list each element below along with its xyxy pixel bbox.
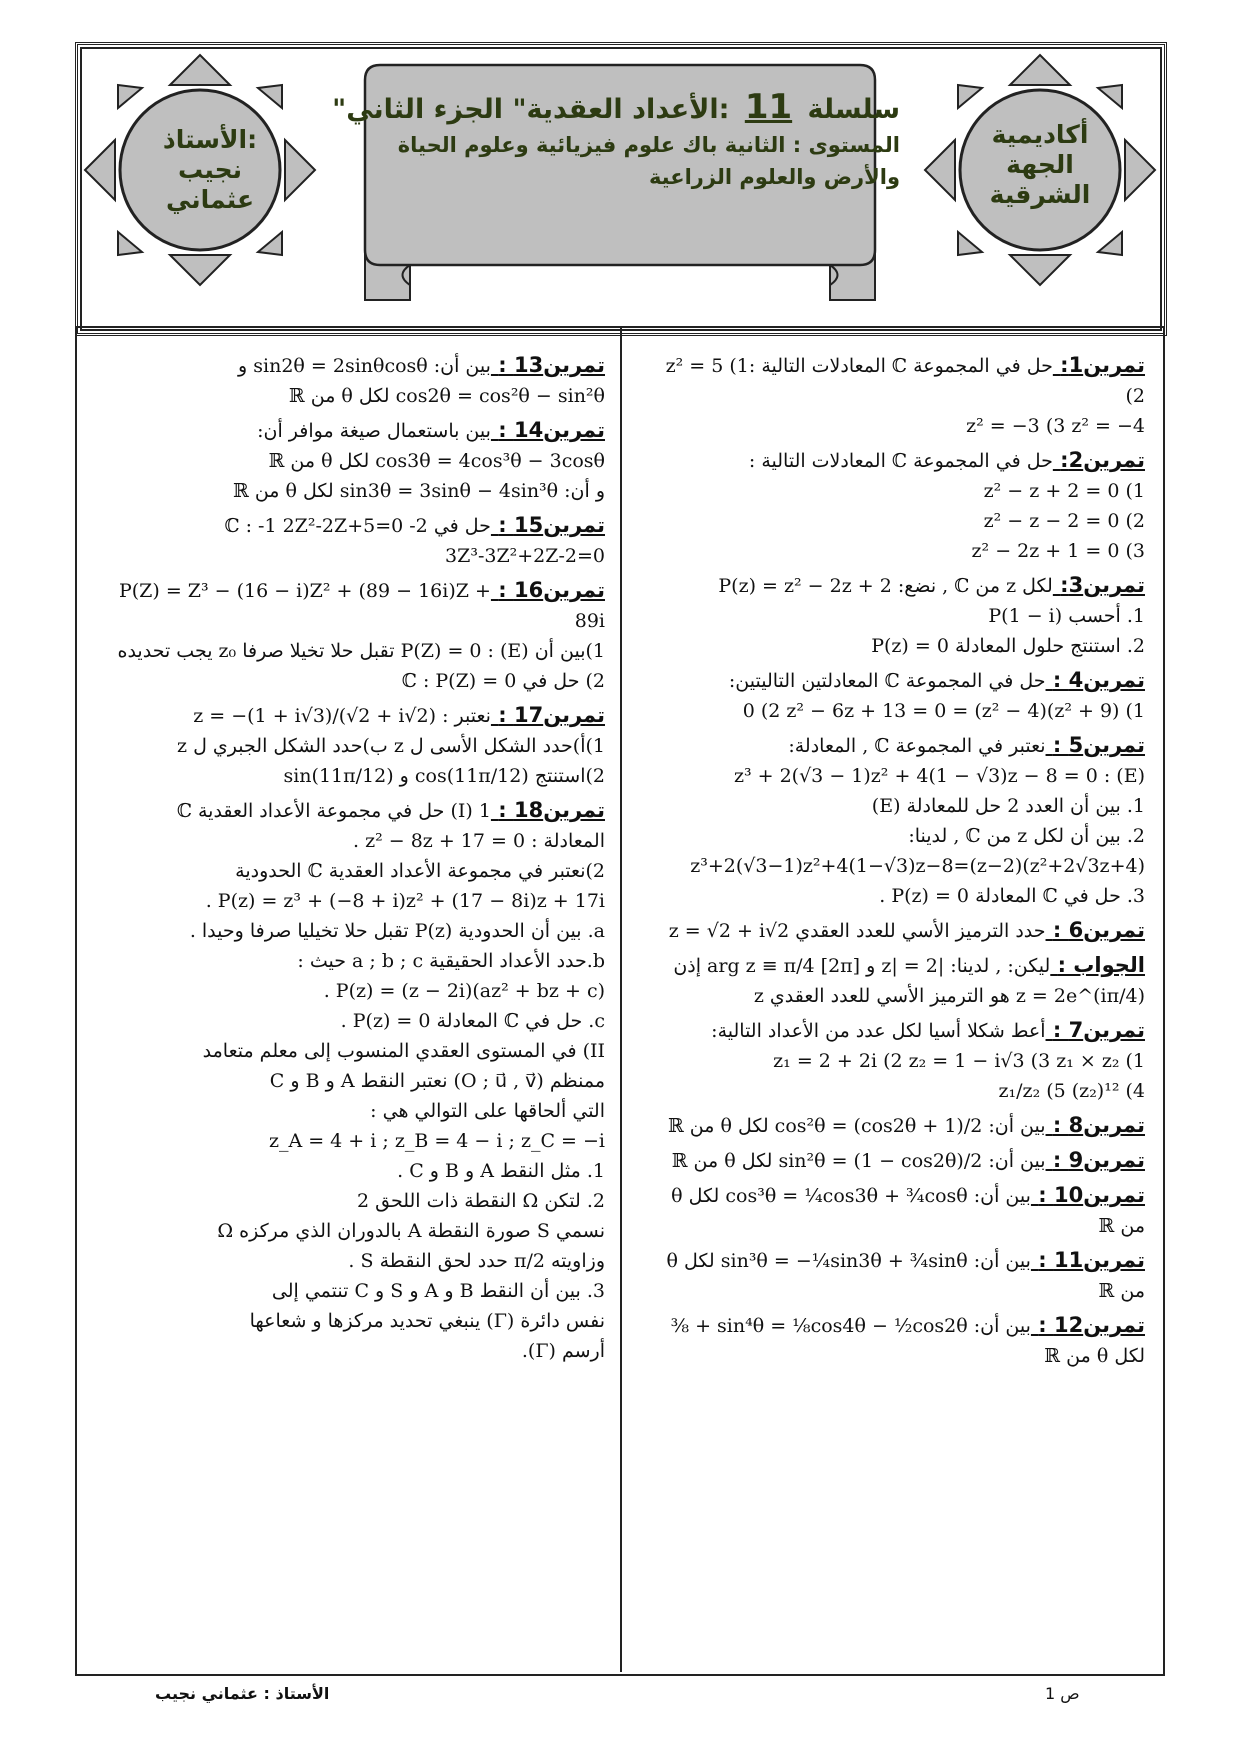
exercise-line bbox=[100, 1126, 605, 1156]
exercise-line bbox=[100, 1006, 605, 1036]
exercise-block bbox=[650, 350, 1145, 441]
exercise-line bbox=[100, 886, 605, 916]
exercise-text: ليكن: , لدينا: |z| = 2 و arg z ≡ π/4 [2π] إذن bbox=[673, 955, 1051, 977]
exercise-text: 1) z² − z + 2 = 0 bbox=[983, 480, 1145, 502]
exercise-text: I) 1) حل في مجموعة الأعداد العقدية ℂ bbox=[176, 800, 491, 822]
exercise-block bbox=[650, 1310, 1145, 1371]
exercise-text: b.حدد الأعداد الحقيقية a ; b ; c حيث : bbox=[297, 950, 605, 972]
teacher-first-name: نجيب bbox=[177, 155, 243, 184]
exercise-line bbox=[650, 411, 1145, 441]
academy-line-1: أكاديمية bbox=[991, 120, 1089, 149]
exercise-title: تمرين18 : bbox=[498, 798, 605, 822]
exercise-line bbox=[100, 541, 605, 571]
exercise-text: 2)نعتبر في مجموعة الأعداد العقدية ℂ الحدودية bbox=[235, 860, 605, 882]
exercise-text: التي ألحاقها على التوالي هي : bbox=[370, 1100, 605, 1122]
exercise-text: 2) حل في ℂ : P(Z) = 0 bbox=[401, 670, 605, 692]
exercise-text: حل في ℂ : -1 2Z²-2Z+5=0 -2 bbox=[224, 515, 491, 537]
exercise-line bbox=[650, 730, 1145, 761]
exercise-text: c. حل في ℂ المعادلة P(z) = 0 . bbox=[340, 1010, 605, 1032]
exercise-block bbox=[650, 915, 1145, 946]
exercise-block bbox=[650, 1180, 1145, 1241]
exercise-line bbox=[100, 666, 605, 696]
exercise-title: تمرين13 : bbox=[498, 353, 605, 377]
exercise-text: z³+2(√3−1)z²+4(1−√3)z−8=(z−2)(z²+2√3z+4) bbox=[690, 855, 1145, 877]
left-column bbox=[100, 350, 605, 1370]
exercise-text: 2) z² − z − 2 = 0 bbox=[983, 510, 1145, 532]
exercise-line bbox=[650, 1046, 1145, 1076]
exercise-line bbox=[100, 1096, 605, 1126]
exercise-line bbox=[650, 350, 1145, 411]
exercise-text: II) في المستوى العقدي المنسوب إلى معلم متعامد bbox=[202, 1040, 605, 1062]
level-line-1: المستوى : الثانية باك علوم فيزيائية وعلوم الحياة bbox=[397, 133, 900, 157]
exercise-text: 3) z² − 2z + 1 = 0 bbox=[971, 540, 1145, 562]
exercise-line bbox=[100, 1336, 605, 1366]
exercise-text: z = 2e^(iπ/4) هو الترميز الأسي للعدد العقدي z bbox=[753, 985, 1145, 1007]
exercise-text: أعط شكلا أسيا لكل عدد من الأعداد التالية: bbox=[711, 1020, 1046, 1042]
level-text bbox=[380, 129, 900, 193]
column-divider bbox=[620, 326, 622, 1672]
exercise-line bbox=[650, 696, 1145, 726]
exercise-line bbox=[650, 981, 1145, 1011]
exercise-line bbox=[650, 445, 1145, 476]
exercise-text: لكل θ من ℝ bbox=[1044, 1345, 1145, 1367]
exercise-title: تمرين14 : bbox=[498, 418, 605, 442]
exercise-block bbox=[650, 665, 1145, 726]
exercise-text: وزاويته π/2 حدد لحق النقطة S . bbox=[348, 1250, 605, 1272]
exercise-line bbox=[100, 350, 605, 381]
exercise-title: تمرين4 : bbox=[1052, 668, 1145, 692]
exercise-block bbox=[650, 570, 1145, 661]
exercise-title: تمرين7 : bbox=[1052, 1018, 1145, 1042]
exercise-title: تمرين5 : bbox=[1052, 733, 1145, 757]
exercise-line bbox=[100, 476, 605, 506]
exercise-text: المعادلة : z² − 8z + 17 = 0 . bbox=[352, 830, 605, 852]
exercise-title: تمرين11 : bbox=[1038, 1248, 1145, 1272]
exercise-text: بين أن: cos²θ = (cos2θ + 1)/2 لكل θ من ℝ bbox=[667, 1115, 1046, 1137]
exercise-line bbox=[100, 1216, 605, 1246]
exercise-line bbox=[100, 826, 605, 856]
exercise-title: تمرين10 : bbox=[1038, 1183, 1145, 1207]
exercise-text: حل في المجموعة ℂ المعادلات التالية : bbox=[748, 450, 1053, 472]
exercise-line bbox=[100, 1306, 605, 1336]
exercise-block bbox=[650, 445, 1145, 566]
exercise-line bbox=[650, 1245, 1145, 1306]
exercise-text: 1)أ)حدد الشكل الأسى ل z ب)حدد الشكل الجبري ل z bbox=[177, 735, 605, 757]
exercise-text: z_A = 4 + i ; z_B = 4 − i ; z_C = −i bbox=[268, 1130, 605, 1152]
teacher-last-name: عثماني bbox=[165, 185, 255, 214]
exercise-line bbox=[100, 1246, 605, 1276]
exercise-block bbox=[650, 1145, 1145, 1176]
exercise-line bbox=[650, 601, 1145, 631]
exercise-line bbox=[650, 821, 1145, 851]
exercise-text: 3. بين أن النقط B و A و S و C تنتمي إلى bbox=[271, 1280, 605, 1302]
exercise-block bbox=[100, 700, 605, 791]
exercise-title: تمرين6 : bbox=[1052, 918, 1145, 942]
exercise-line bbox=[650, 761, 1145, 791]
exercise-title: الجواب : bbox=[1057, 953, 1145, 977]
exercise-text: بين أن: sin⁴θ = ⅛cos4θ − ½cos2θ + ⅜ bbox=[670, 1315, 1031, 1337]
title-block bbox=[332, 87, 900, 193]
exercise-line bbox=[100, 976, 605, 1006]
exercise-line bbox=[100, 1186, 605, 1216]
exercise-line bbox=[650, 1341, 1145, 1371]
exercise-line bbox=[650, 1076, 1145, 1106]
exercise-line bbox=[650, 1180, 1145, 1241]
exercise-text: و أن: sin3θ = 3sinθ − 4sin³θ لكل θ من ℝ bbox=[232, 480, 605, 502]
exercise-line bbox=[100, 636, 605, 666]
exercise-line bbox=[100, 1276, 605, 1306]
exercise-title: تمرين9 : bbox=[1052, 1148, 1145, 1172]
exercise-text: نفس دائرة (Γ) ينبغي تحديد مركزها و شعاعها bbox=[249, 1310, 605, 1332]
exercise-line bbox=[100, 415, 605, 446]
exercise-block bbox=[650, 1110, 1145, 1141]
exercise-title: تمرين2: bbox=[1060, 448, 1145, 472]
exercise-line bbox=[100, 916, 605, 946]
exercise-line bbox=[650, 950, 1145, 981]
exercise-block bbox=[100, 350, 605, 411]
exercise-block bbox=[100, 510, 605, 571]
exercise-line bbox=[650, 915, 1145, 946]
exercise-text: 3Z³-3Z²+2Z-2=0 bbox=[445, 545, 605, 567]
series-title bbox=[332, 87, 900, 129]
exercise-text: نعتبر في المجموعة ℂ , المعادلة: bbox=[788, 735, 1046, 757]
exercise-block bbox=[100, 415, 605, 506]
right-column bbox=[650, 350, 1145, 1375]
exercise-line bbox=[650, 881, 1145, 911]
exercise-block bbox=[650, 950, 1145, 1011]
title-prefix: سلسلة bbox=[807, 94, 900, 125]
exercise-text: أرسم (Γ). bbox=[521, 1340, 605, 1362]
exercise-title: تمرين8 : bbox=[1052, 1113, 1145, 1137]
exercise-text: 2. بين أن لكل z من ℂ , لدينا: bbox=[908, 825, 1145, 847]
academy-line-3: الشرقية bbox=[989, 180, 1091, 209]
exercise-text: ممنظم (O ; u⃗ , v⃗) نعتبر النقط A و B و C bbox=[269, 1070, 605, 1092]
exercise-text: 1) (z² + 9)(z² − 4) = 0 (2 z² − 6z + 13 = 0 bbox=[742, 700, 1145, 722]
exercise-line bbox=[100, 1036, 605, 1066]
exercise-title: تمرين17 : bbox=[498, 703, 605, 727]
exercise-line bbox=[650, 1015, 1145, 1046]
exercise-line bbox=[100, 1156, 605, 1186]
exercise-line bbox=[650, 1110, 1145, 1141]
exercise-block bbox=[650, 1015, 1145, 1106]
exercise-line bbox=[650, 1310, 1145, 1341]
footer-page-number: ص 1 bbox=[1045, 1684, 1080, 1703]
exercise-block bbox=[650, 730, 1145, 911]
exercise-text: 1) z₁ = 2 + 2i (2 z₂ = 1 − i√3 (3 z₁ × z₂ bbox=[773, 1050, 1145, 1072]
exercise-line bbox=[650, 631, 1145, 661]
exercise-text: cos3θ = 4cos³θ − 3cosθ لكل θ من ℝ bbox=[268, 450, 605, 472]
exercise-text: 1. مثل النقط A و B و C . bbox=[397, 1160, 605, 1182]
exercise-line bbox=[100, 856, 605, 886]
exercise-line bbox=[650, 1145, 1145, 1176]
exercise-line bbox=[100, 795, 605, 826]
exercise-text: حدد الترميز الأسي للعدد العقدي z = √2 + i√2 bbox=[668, 920, 1046, 942]
exercise-line bbox=[100, 446, 605, 476]
exercise-text: 1. أحسب P(1 − i) bbox=[988, 605, 1145, 627]
exercise-text: بين أن: sin2θ = 2sinθcosθ و bbox=[238, 355, 491, 377]
exercise-text: (E) : z³ + 2(√3 − 1)z² + 4(1 − √3)z − 8 = 0 bbox=[733, 765, 1145, 787]
exercise-text: P(Z) = Z³ − (16 − i)Z² + (89 − 16i)Z + 89i bbox=[118, 580, 605, 632]
exercise-line bbox=[100, 381, 605, 411]
exercise-text: نسمي S صورة النقطة A بالدوران الذي مركزه Ω bbox=[217, 1220, 605, 1242]
exercise-text: cos2θ = cos²θ − sin²θ لكل θ من ℝ bbox=[288, 385, 605, 407]
level-line-2: والأرض والعلوم الزراعية bbox=[648, 165, 900, 189]
exercise-line bbox=[650, 851, 1145, 881]
exercise-text: 3. حل في ℂ المعادلة P(z) = 0 . bbox=[879, 885, 1145, 907]
exercise-line bbox=[650, 476, 1145, 506]
exercise-text: بين أن: cos³θ = ¼cos3θ + ¾cosθ لكل θ من ℝ bbox=[671, 1185, 1145, 1237]
exercise-line bbox=[650, 665, 1145, 696]
exercise-text: لكل z من ℂ , نضع: P(z) = z² − 2z + 2 bbox=[718, 575, 1053, 597]
exercise-block bbox=[650, 1245, 1145, 1306]
exercise-line bbox=[650, 506, 1145, 536]
exercise-text: 1)بين أن (E) : P(Z) = 0 تقبل حلا تخيلا صرفا z₀ يجب تحديده bbox=[117, 640, 605, 662]
teacher-label: الأستاذ: bbox=[162, 125, 258, 154]
exercise-text: بين أن: sin²θ = (1 − cos2θ)/2 لكل θ من ℝ bbox=[671, 1150, 1046, 1172]
exercise-line bbox=[100, 731, 605, 761]
exercise-line bbox=[100, 510, 605, 541]
exercise-text: 2. لتكن Ω النقطة ذات اللحق 2 bbox=[356, 1190, 605, 1212]
exercise-text: بين باستعمال صيغة موافر أن: bbox=[257, 420, 491, 442]
exercise-line bbox=[650, 536, 1145, 566]
exercise-text: a. بين أن الحدودية P(z) تقبل حلا تخيليا صرفا وحيدا . bbox=[189, 920, 605, 942]
exercise-line bbox=[100, 1066, 605, 1096]
exercise-title: تمرين3: bbox=[1060, 573, 1145, 597]
exercise-title: تمرين12 : bbox=[1038, 1313, 1145, 1337]
exercise-line bbox=[650, 570, 1145, 601]
exercise-line bbox=[100, 946, 605, 976]
exercise-line bbox=[100, 575, 605, 636]
exercise-text: بين أن: sin³θ = −¼sin3θ + ¾sinθ لكل θ من ℝ bbox=[666, 1250, 1145, 1302]
exercise-title: تمرين1: bbox=[1060, 353, 1145, 377]
exercise-title: تمرين16 : bbox=[498, 578, 605, 602]
title-topic: :الأعداد العقدية" الجزء الثاني" bbox=[332, 94, 730, 125]
exercise-text: z² = −3 (3 z² = −4 bbox=[966, 415, 1145, 437]
exercise-text: P(z) = z³ + (−8 + i)z² + (17 − 8i)z + 17i . bbox=[205, 890, 605, 912]
exercise-text: 1. بين أن العدد 2 حل للمعادلة (E) bbox=[871, 795, 1145, 817]
exercise-line bbox=[100, 700, 605, 731]
series-number: 11 bbox=[744, 87, 793, 127]
exercise-text: نعتبر : z = −(1 + i√3)/(√2 + i√2) bbox=[193, 705, 491, 727]
exercise-block bbox=[100, 575, 605, 696]
exercise-title: تمرين15 : bbox=[498, 513, 605, 537]
exercise-text: حل في المجموعة ℂ المعادلتين التاليتين: bbox=[728, 670, 1046, 692]
academy-line-2: الجهة bbox=[1006, 150, 1074, 179]
exercise-text: P(z) = (z − 2i)(az² + bz + c) . bbox=[323, 980, 605, 1002]
academy-badge-text bbox=[970, 120, 1110, 210]
footer-teacher: الأستاذ : عثماني نجيب bbox=[155, 1684, 330, 1703]
exercise-text: حل في المجموعة ℂ المعادلات التالية :1) z² = 5 (2 bbox=[665, 355, 1145, 407]
exercise-line bbox=[650, 791, 1145, 821]
teacher-badge-text bbox=[130, 125, 290, 215]
exercise-text: 2. استنتج حلول المعادلة P(z) = 0 bbox=[871, 635, 1145, 657]
exercise-text: 2)استنتج cos(11π/12) و sin(11π/12) bbox=[283, 765, 605, 787]
exercise-text: 4) z₁/z₂ (5 (z₂)¹² bbox=[998, 1080, 1145, 1102]
exercise-line bbox=[100, 761, 605, 791]
exercise-block bbox=[100, 795, 605, 1366]
